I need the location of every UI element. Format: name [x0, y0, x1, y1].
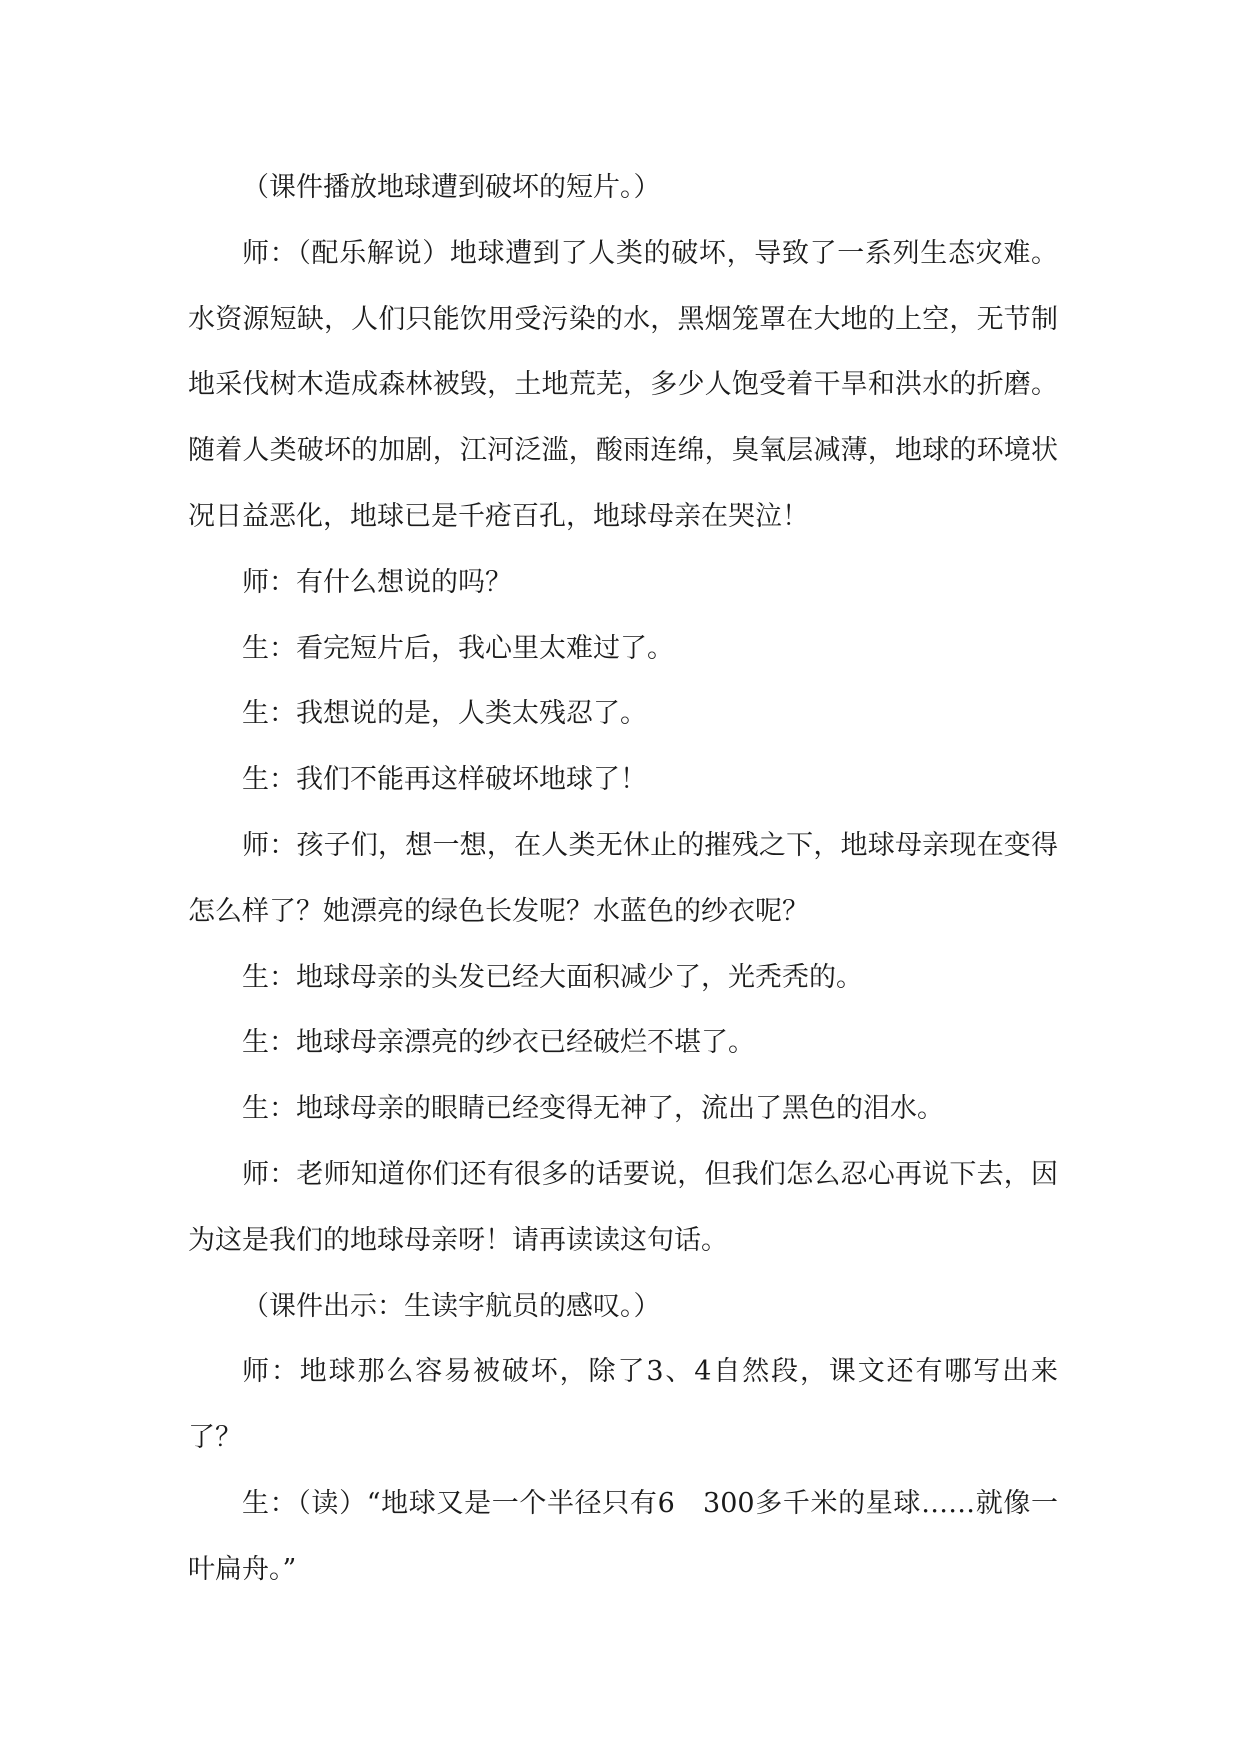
- document-body: [188, 155, 1058, 1603]
- paragraph-student-reply-5: 生：地球母亲漂亮的纱衣已经破烂不堪了。: [242, 1027, 755, 1059]
- paragraph-teacher-prompt: 师：孩子们，想一想，在人类无休止的摧残之下，地球母亲现在变得怎么样了？她漂亮的绿色长发呢？水蓝色的纱衣呢？: [188, 829, 1058, 927]
- paragraph-student-reply-1: 生：看完短片后，我心里太难过了。: [242, 632, 674, 664]
- paragraph-teacher-narration: 师：（配乐解说）地球遭到了人类的破坏，导致了一系列生态灾难。水资源短缺，人们只能饮用受污染的水，黑烟笼罩在大地的上空，无节制地采伐树木造成森林被毁，土地荒芜，多少人饱受着干旱和洪水的折磨。随着人类破坏的加剧，江河泛滥，酸雨连绵，臭氧层减薄，地球的环境状况日益恶化，地球已是千疮百孔，地球母亲在哭泣！: [188, 237, 1058, 532]
- paragraph-student-reply-4: 生：地球母亲的头发已经大面积减少了，光秃秃的。: [242, 961, 863, 993]
- paragraph-student-reply-3: 生：我们不能再这样破坏地球了！: [242, 764, 647, 796]
- paragraph-student-reply-6: 生：地球母亲的眼睛已经变得无神了，流出了黑色的泪水。: [242, 1093, 944, 1125]
- paragraph-courseware-display: （课件出示：生读宇航员的感叹。）: [242, 1290, 661, 1322]
- paragraph-courseware-video: （课件播放地球遭到破坏的短片。）: [242, 172, 661, 203]
- paragraph-teacher-transition: 师：老师知道你们还有很多的话要说，但我们怎么忍心再说下去，因为这是我们的地球母亲呀！请再读读这句话。: [188, 1158, 1058, 1256]
- paragraph-teacher-question: 师：有什么想说的吗？: [242, 566, 512, 598]
- paragraph-student-reading: 生：（读）“地球又是一个半径只有6 300多千米的星球……就像一叶扁舟。”: [188, 1487, 1058, 1585]
- paragraph-student-reply-2: 生：我想说的是，人类太残忍了。: [242, 698, 647, 730]
- paragraph-teacher-followup: 师：地球那么容易被破坏，除了3、4自然段，课文还有哪写出来了？: [188, 1356, 1058, 1454]
